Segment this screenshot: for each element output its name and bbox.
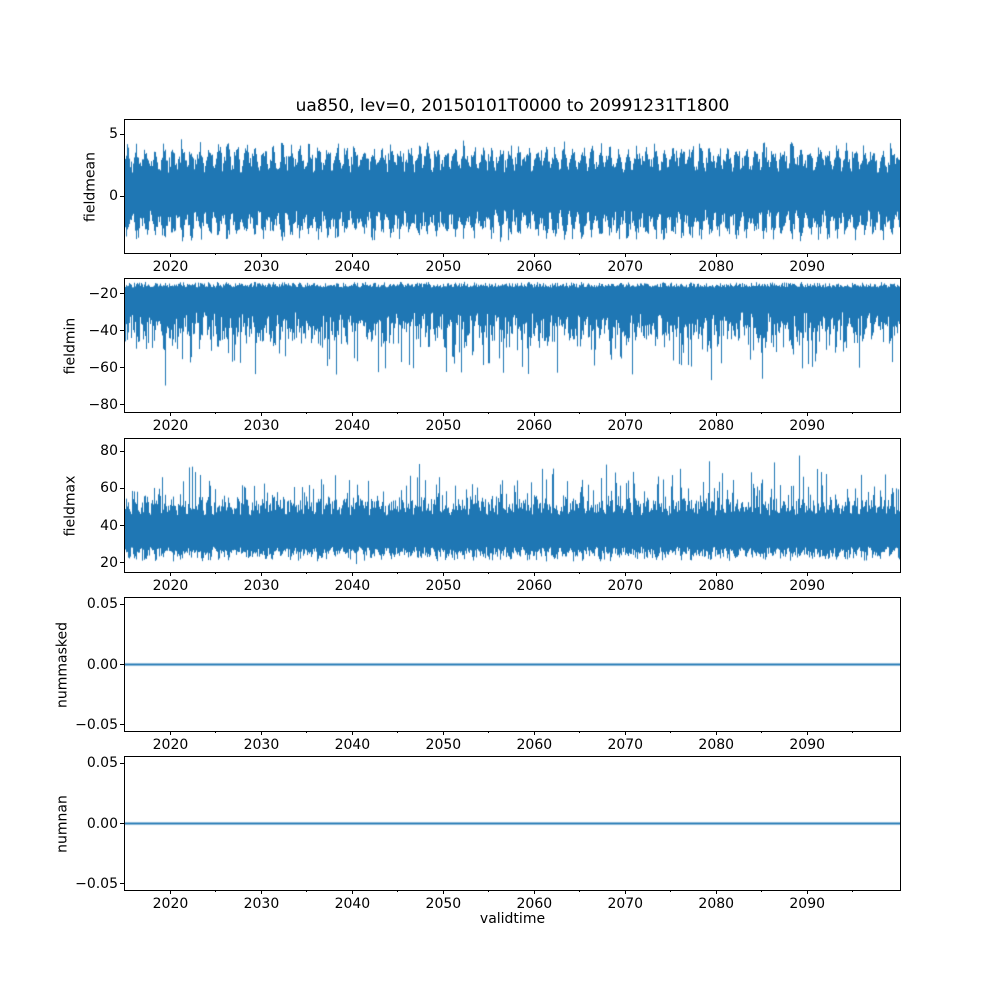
x-tick-label: 2060 [516, 737, 553, 753]
x-tick-mark [716, 412, 717, 416]
x-tick-mark [534, 253, 535, 257]
x-tick-label: 2020 [152, 259, 189, 275]
x-minor-tick-mark [397, 731, 398, 733]
x-minor-tick-mark [306, 412, 307, 414]
x-minor-tick-mark [306, 890, 307, 892]
y-tick-label: 40 [100, 517, 118, 534]
x-minor-tick-mark [761, 572, 762, 574]
x-tick-mark [807, 253, 808, 257]
x-tick-label: 2050 [425, 737, 462, 753]
x-tick-label: 2090 [789, 896, 826, 912]
x-tick-label: 2070 [607, 259, 644, 275]
x-minor-tick-mark [670, 412, 671, 414]
x-minor-tick-mark [215, 253, 216, 255]
x-minor-tick-mark [852, 731, 853, 733]
y-tick-mark [120, 883, 124, 884]
subplot-fieldmean [82, 119, 901, 275]
x-tick-mark [352, 412, 353, 416]
x-tick-label: 2050 [425, 259, 462, 275]
x-tick-label: 2020 [152, 896, 189, 912]
x-tick-mark [352, 572, 353, 576]
x-tick-mark [170, 412, 171, 416]
x-tick-label: 2080 [698, 578, 735, 594]
x-tick-mark [443, 253, 444, 257]
y-tick-label: −20 [88, 285, 118, 302]
x-tick-mark [261, 731, 262, 735]
x-tick-mark [352, 890, 353, 894]
y-tick-mark [120, 604, 124, 605]
y-tick-mark [120, 330, 124, 331]
x-tick-mark [352, 731, 353, 735]
x-tick-label: 2080 [698, 896, 735, 912]
x-tick-label: 2030 [243, 896, 280, 912]
x-tick-label: 2050 [425, 418, 462, 434]
x-tick-mark [625, 731, 626, 735]
subplot-fieldmin [62, 278, 901, 434]
chart-title: ua850, lev=0, 20150101T0000 to 20991231T1800 [295, 96, 730, 116]
y-tick-mark [120, 134, 124, 135]
x-minor-tick-mark [215, 731, 216, 733]
x-tick-mark [534, 412, 535, 416]
x-tick-label: 2020 [152, 578, 189, 594]
y-axis-label-fieldmax: fieldmax [62, 475, 78, 536]
x-minor-tick-mark [761, 253, 762, 255]
x-minor-tick-mark [306, 731, 307, 733]
y-tick-mark [120, 196, 124, 197]
x-minor-tick-mark [852, 253, 853, 255]
x-tick-mark [625, 412, 626, 416]
x-tick-mark [261, 412, 262, 416]
x-tick-mark [625, 253, 626, 257]
x-tick-label: 2050 [425, 896, 462, 912]
x-tick-label: 2090 [789, 259, 826, 275]
x-tick-mark [352, 253, 353, 257]
x-minor-tick-mark [852, 572, 853, 574]
x-minor-tick-mark [397, 412, 398, 414]
y-tick-label: 60 [100, 480, 118, 497]
y-axis-label-numnan: numnan [54, 794, 70, 853]
x-minor-tick-mark [761, 412, 762, 414]
subplot-fieldmax [62, 438, 901, 594]
x-tick-label: 2040 [334, 418, 371, 434]
x-minor-tick-mark [579, 731, 580, 733]
x-tick-label: 2020 [152, 418, 189, 434]
x-tick-label: 2030 [243, 578, 280, 594]
x-minor-tick-mark [579, 572, 580, 574]
x-tick-label: 2080 [698, 418, 735, 434]
y-tick-label: −40 [88, 322, 118, 339]
x-minor-tick-mark [488, 731, 489, 733]
x-tick-label: 2030 [243, 737, 280, 753]
x-axis-label: validtime [479, 911, 546, 927]
x-tick-label: 2040 [334, 737, 371, 753]
x-tick-label: 2080 [698, 737, 735, 753]
x-minor-tick-mark [670, 572, 671, 574]
x-tick-label: 2040 [334, 896, 371, 912]
x-minor-tick-mark [397, 890, 398, 892]
x-tick-label: 2030 [243, 259, 280, 275]
y-tick-mark [120, 525, 124, 526]
x-tick-mark [443, 572, 444, 576]
x-tick-label: 2070 [607, 578, 644, 594]
x-minor-tick-mark [670, 731, 671, 733]
x-minor-tick-mark [852, 412, 853, 414]
y-tick-mark [120, 562, 124, 563]
fieldmax-series-canvas [125, 439, 900, 572]
y-tick-label: −0.05 [75, 875, 118, 892]
x-tick-mark [716, 572, 717, 576]
x-tick-mark [534, 731, 535, 735]
x-tick-mark [625, 572, 626, 576]
x-tick-mark [534, 890, 535, 894]
x-minor-tick-mark [670, 890, 671, 892]
x-tick-label: 2070 [607, 896, 644, 912]
subplot-nummasked [54, 596, 901, 753]
x-minor-tick-mark [761, 890, 762, 892]
numnan-series-canvas [125, 757, 900, 890]
y-tick-label: 20 [100, 554, 118, 571]
x-minor-tick-mark [215, 890, 216, 892]
y-tick-mark [120, 823, 124, 824]
x-tick-mark [170, 253, 171, 257]
x-tick-label: 2070 [607, 418, 644, 434]
x-tick-label: 2050 [425, 578, 462, 594]
y-tick-mark [120, 664, 124, 665]
x-tick-mark [170, 572, 171, 576]
y-tick-mark [120, 293, 124, 294]
x-tick-mark [261, 253, 262, 257]
y-axis-label-nummasked: nummasked [54, 621, 70, 708]
x-tick-mark [807, 412, 808, 416]
x-tick-label: 2080 [698, 259, 735, 275]
x-tick-label: 2070 [607, 737, 644, 753]
x-tick-label: 2090 [789, 737, 826, 753]
fieldmean-series-canvas [125, 120, 900, 253]
y-tick-mark [120, 763, 124, 764]
x-minor-tick-mark [579, 253, 580, 255]
x-tick-label: 2090 [789, 418, 826, 434]
x-tick-mark [443, 412, 444, 416]
x-tick-label: 2060 [516, 259, 553, 275]
y-tick-label: −80 [88, 396, 118, 413]
x-tick-label: 2020 [152, 737, 189, 753]
x-minor-tick-mark [397, 253, 398, 255]
x-minor-tick-mark [488, 572, 489, 574]
x-tick-mark [716, 890, 717, 894]
x-tick-label: 2030 [243, 418, 280, 434]
x-tick-label: 2060 [516, 896, 553, 912]
x-tick-mark [625, 890, 626, 894]
x-minor-tick-mark [488, 253, 489, 255]
x-tick-mark [443, 731, 444, 735]
x-tick-mark [443, 890, 444, 894]
x-tick-mark [716, 731, 717, 735]
y-tick-label: 0.05 [86, 755, 118, 772]
x-tick-mark [534, 572, 535, 576]
x-minor-tick-mark [215, 572, 216, 574]
x-minor-tick-mark [397, 572, 398, 574]
x-minor-tick-mark [852, 890, 853, 892]
x-tick-mark [716, 253, 717, 257]
x-tick-mark [807, 890, 808, 894]
y-tick-mark [120, 724, 124, 725]
x-minor-tick-mark [306, 253, 307, 255]
y-tick-mark [120, 367, 124, 368]
y-tick-label: −0.05 [75, 716, 118, 733]
x-minor-tick-mark [488, 890, 489, 892]
y-tick-label: 0 [109, 188, 118, 205]
y-axis-label-fieldmean: fieldmean [82, 151, 98, 222]
x-tick-label: 2060 [516, 418, 553, 434]
x-tick-mark [807, 731, 808, 735]
subplot-numnan [54, 755, 901, 912]
y-tick-label: 80 [100, 443, 118, 460]
x-tick-label: 2040 [334, 578, 371, 594]
y-tick-label: 0.00 [86, 656, 118, 673]
x-minor-tick-mark [306, 572, 307, 574]
x-tick-mark [170, 890, 171, 894]
fieldmin-series-canvas [125, 279, 900, 412]
y-tick-mark [120, 404, 124, 405]
y-tick-mark [120, 488, 124, 489]
y-tick-label: 5 [109, 126, 118, 143]
x-minor-tick-mark [579, 890, 580, 892]
x-minor-tick-mark [215, 412, 216, 414]
nummasked-series-canvas [125, 598, 900, 731]
x-minor-tick-mark [761, 731, 762, 733]
x-minor-tick-mark [579, 412, 580, 414]
x-tick-mark [261, 890, 262, 894]
y-tick-label: 0.05 [86, 596, 118, 613]
x-tick-mark [261, 572, 262, 576]
x-tick-mark [807, 572, 808, 576]
x-tick-mark [170, 731, 171, 735]
y-tick-mark [120, 451, 124, 452]
x-tick-label: 2090 [789, 578, 826, 594]
x-tick-label: 2060 [516, 578, 553, 594]
x-minor-tick-mark [670, 253, 671, 255]
y-tick-label: 0.00 [86, 815, 118, 832]
x-tick-label: 2040 [334, 259, 371, 275]
x-minor-tick-mark [488, 412, 489, 414]
y-tick-label: −60 [88, 359, 118, 376]
y-axis-label-fieldmin: fieldmin [62, 317, 78, 374]
